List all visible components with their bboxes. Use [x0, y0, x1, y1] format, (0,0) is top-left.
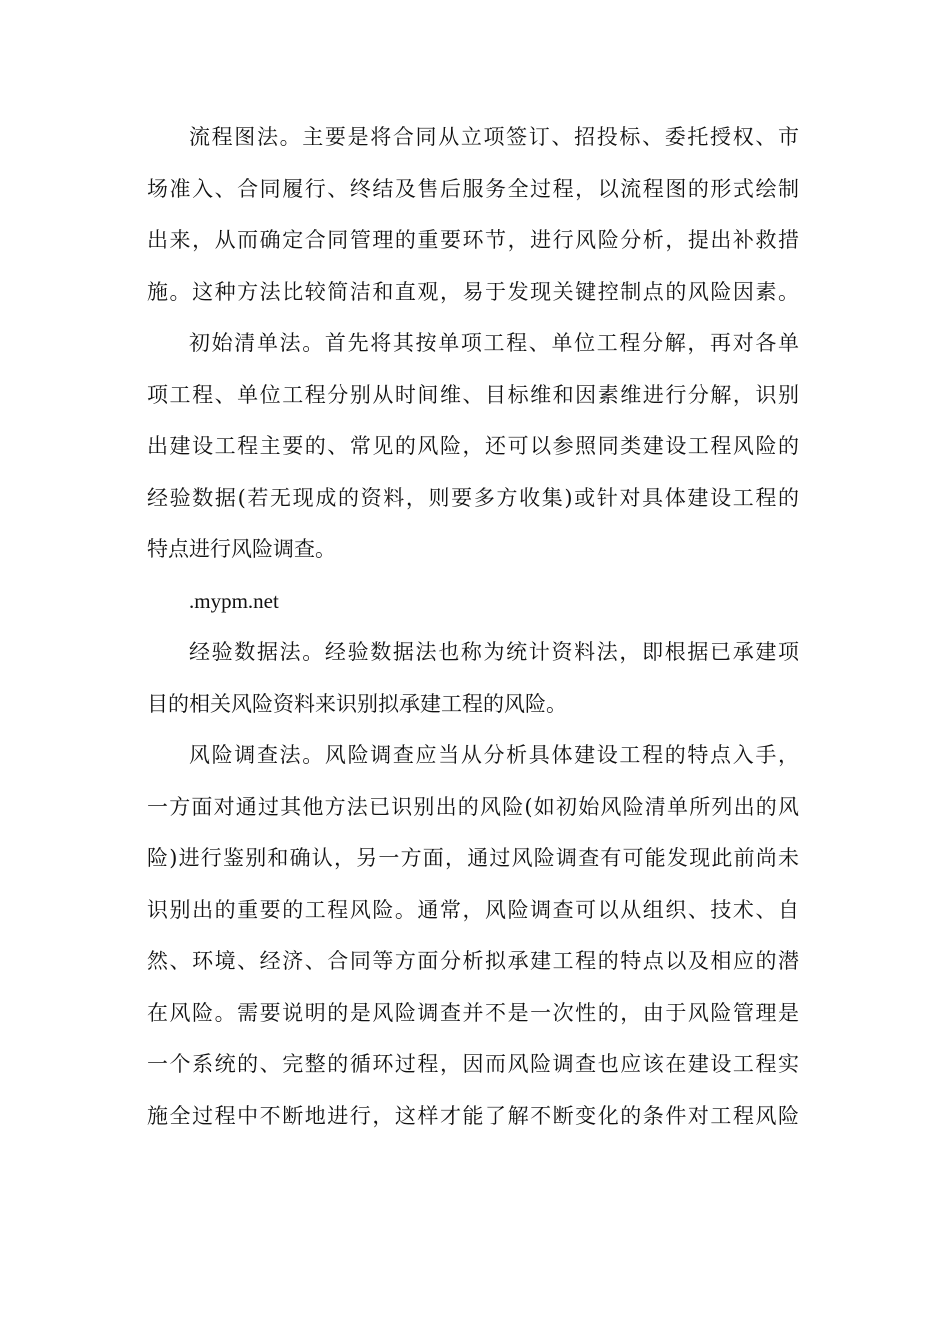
text-line: 出建设工程主要的、常见的风险，还可以参照同类建设工程风险的: [147, 434, 799, 458]
text-line: 流程图法。主要是将合同从立项签订、招投标、委托授权、市: [189, 125, 799, 149]
text-line: 一方面对通过其他方法已识别出的风险(如初始风险清单所列出的风: [147, 794, 799, 819]
paragraph-flowchart-method: [147, 112, 799, 318]
text-line: 施。这种方法比较简洁和直观，易于发现关键控制点的风险因素。: [147, 279, 799, 304]
text-line: 项工程、单位工程分别从时间维、目标维和因素维进行分解，识别: [147, 382, 799, 407]
paragraph-initial-checklist-method: [147, 318, 799, 576]
text-line: 场准入、合同履行、终结及售后服务全过程，以流程图的形式绘制: [147, 176, 799, 201]
text-line: 风险调查法。风险调查应当从分析具体建设工程的特点入手，: [189, 743, 799, 767]
text-line: 识别出的重要的工程风险。通常，风险调查可以从组织、技术、自: [147, 897, 799, 922]
text-line: 一个系统的、完整的循环过程，因而风险调查也应该在建设工程实: [147, 1052, 799, 1076]
text-line: 在风险。需要说明的是风险调查并不是一次性的，由于风险管理是: [147, 1000, 799, 1025]
text-line: 施全过程中不断地进行，这样才能了解不断变化的条件对工程风险: [147, 1103, 799, 1128]
text-line: 经验数据法。经验数据法也称为统计资料法，即根据已承建项: [189, 640, 799, 664]
paragraph-empirical-data-method: [147, 627, 799, 730]
document-body: [147, 112, 799, 1142]
text-line: 险)进行鉴别和确认，另一方面，通过风险调查有可能发现此前尚未: [147, 846, 799, 870]
paragraph-risk-survey-method: [147, 730, 799, 1142]
text-line: 经验数据(若无现成的资料，则要多方收集)或针对具体建设工程的: [147, 485, 799, 510]
text-line: 出来，从而确定合同管理的重要环节，进行风险分析，提出补救措: [147, 228, 799, 252]
text-line: 特点进行风险调查。: [147, 537, 336, 561]
text-line: 目的相关风险资料来识别拟承建工程的风险。: [147, 691, 567, 716]
text-line: 初始清单法。首先将其按单项工程、单位工程分解，再对各单: [189, 331, 799, 355]
source-url-text: .mypm.net: [189, 588, 279, 613]
text-line: 然、环境、经济、合同等方面分析拟承建工程的特点以及相应的潜: [147, 949, 799, 973]
